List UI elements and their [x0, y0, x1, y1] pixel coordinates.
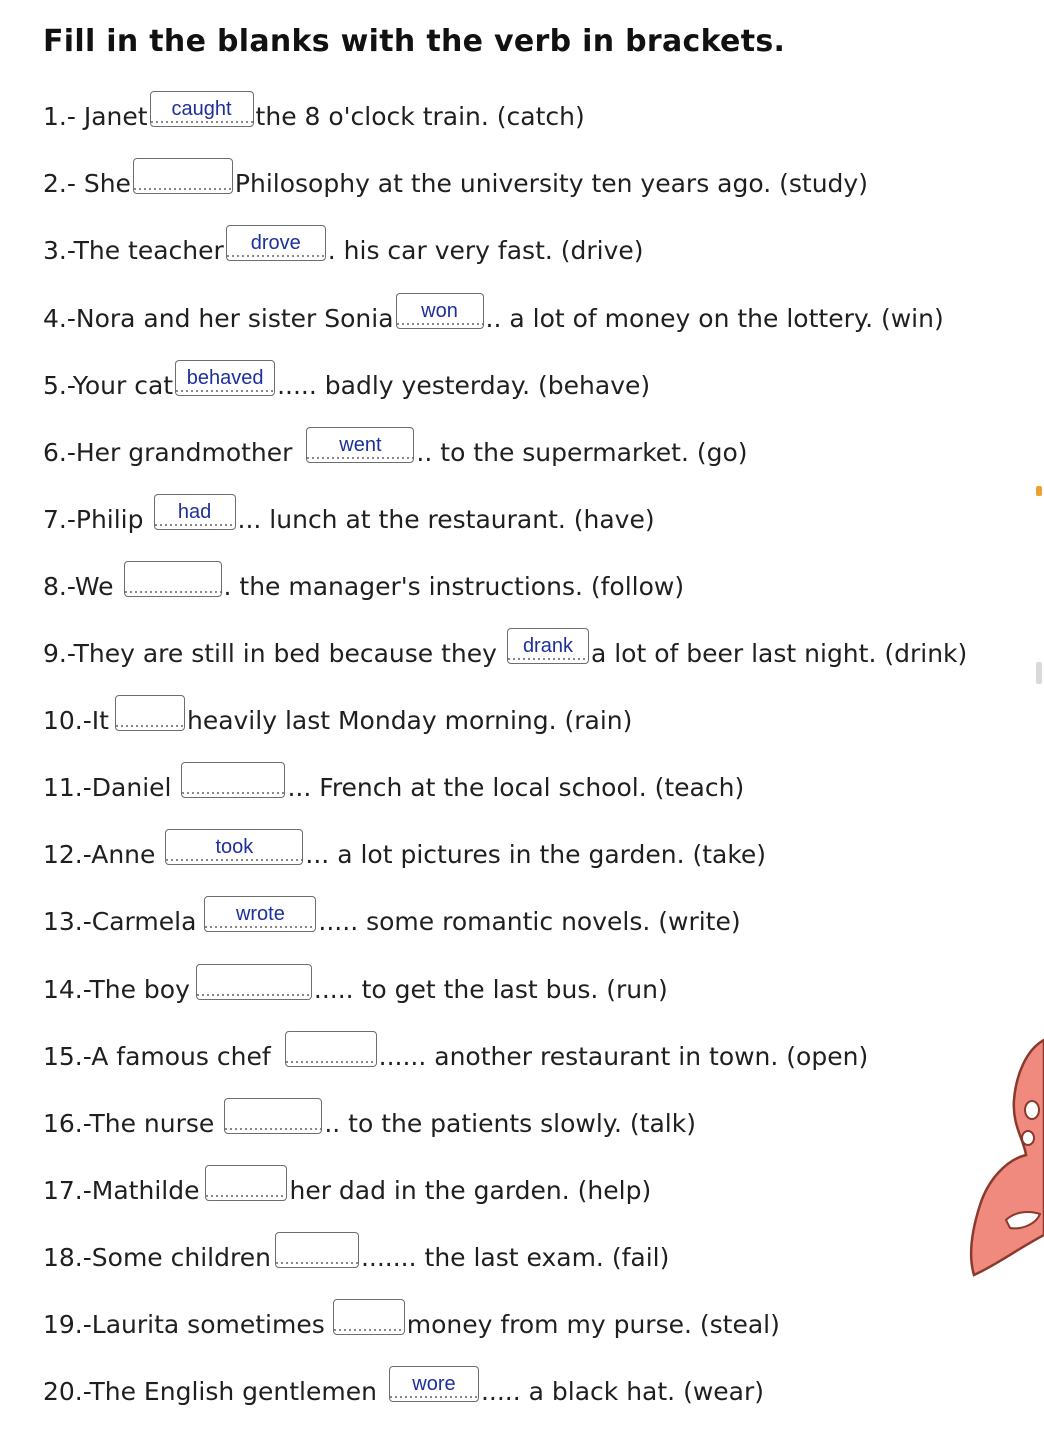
- exercise-prefix: 20.-The English gentlemen: [43, 1376, 377, 1406]
- answer-blank-10[interactable]: [115, 695, 185, 731]
- exercise-prefix: 18.-Some children: [43, 1242, 271, 1272]
- exercise-3: [43, 230, 644, 270]
- exercise-suffix: ....... the last exam. (fail): [360, 1242, 670, 1272]
- exercise-1: [43, 96, 585, 136]
- answer-blank-7[interactable]: [154, 494, 236, 530]
- exercise-suffix: ... French at the local school. (teach): [287, 772, 745, 802]
- exercise-18: [43, 1237, 669, 1277]
- exercise-suffix: .. to the patients slowly. (talk): [324, 1108, 696, 1138]
- exercise-8: [43, 566, 684, 606]
- answer-blank-17[interactable]: [205, 1165, 287, 1201]
- answer-blank-11[interactable]: [181, 762, 285, 798]
- worksheet-title: Fill in the blanks with the verb in brackets.: [43, 24, 786, 59]
- exercise-suffix: ..... badly yesterday. (behave): [277, 370, 651, 400]
- answer-blank-13[interactable]: [204, 896, 316, 932]
- answer-blank-14[interactable]: [196, 964, 312, 1000]
- exercise-prefix: 13.-Carmela: [43, 906, 197, 936]
- exercise-suffix: ... lunch at the restaurant. (have): [237, 504, 655, 534]
- exercise-prefix: 7.-Philip: [43, 504, 144, 534]
- exercise-suffix: ... a lot pictures in the garden. (take): [305, 839, 767, 869]
- exercise-9: [43, 633, 967, 673]
- exercise-prefix: 12.-Anne: [43, 839, 156, 869]
- exercise-suffix: ..... to get the last bus. (run): [313, 974, 668, 1004]
- exercise-prefix: 10.-It: [43, 705, 109, 735]
- exercise-12: [43, 834, 766, 874]
- exercise-suffix: the 8 o'clock train. (catch): [255, 101, 585, 131]
- answer-blank-20[interactable]: [389, 1366, 479, 1402]
- exercise-suffix: .. a lot of money on the lottery. (win): [485, 303, 944, 333]
- exercise-prefix: 4.-Nora and her sister Sonia: [43, 303, 394, 333]
- exercise-prefix: 16.-The nurse: [43, 1108, 215, 1138]
- answer-blank-3[interactable]: [226, 225, 326, 261]
- answer-blank-1[interactable]: [150, 91, 254, 127]
- exercise-suffix: ..... some romantic novels. (write): [318, 906, 741, 936]
- exercise-5: [43, 365, 650, 405]
- exercise-suffix: Philosophy at the university ten years ago. (study): [234, 168, 868, 198]
- exercise-prefix: 11.-Daniel: [43, 772, 172, 802]
- answer-blank-2[interactable]: [133, 158, 233, 194]
- exercise-suffix: heavily last Monday morning. (rain): [186, 705, 633, 735]
- exercise-11: [43, 767, 744, 807]
- exercise-suffix: ...... another restaurant in town. (open): [378, 1041, 869, 1071]
- exercise-prefix: 15.-A famous chef: [43, 1041, 271, 1071]
- exercise-10: [43, 700, 632, 740]
- exercise-prefix: 1.- Janet: [43, 101, 148, 131]
- exercise-14: [43, 969, 668, 1009]
- exercise-suffix: her dad in the garden. (help): [289, 1175, 652, 1205]
- exercise-6: [43, 432, 748, 472]
- exercise-prefix: 19.-Laurita sometimes: [43, 1309, 325, 1339]
- exercise-prefix: 2.- She: [43, 168, 131, 198]
- exercise-prefix: 14.-The boy: [43, 974, 190, 1004]
- butterfly-clipart-icon: [966, 1030, 1044, 1280]
- exercise-prefix: 6.-Her grandmother: [43, 437, 293, 467]
- orange-fragment-icon: [1036, 486, 1042, 496]
- exercise-suffix: ..... a black hat. (wear): [480, 1376, 764, 1406]
- exercise-prefix: 5.-Your cat: [43, 370, 174, 400]
- exercise-7: [43, 499, 655, 539]
- answer-blank-6[interactable]: [306, 427, 414, 463]
- gray-fragment-icon: [1036, 662, 1042, 684]
- answer-blank-19[interactable]: [333, 1299, 405, 1335]
- answer-blank-15[interactable]: [285, 1031, 377, 1067]
- exercise-17: [43, 1170, 651, 1210]
- answer-blank-16[interactable]: [224, 1098, 322, 1134]
- exercise-suffix: .. to the supermarket. (go): [416, 437, 748, 467]
- exercise-16: [43, 1103, 696, 1143]
- exercise-13: [43, 901, 741, 941]
- answer-blank-9[interactable]: [507, 628, 589, 664]
- exercise-20: [43, 1371, 764, 1411]
- answer-blank-8[interactable]: [124, 561, 222, 597]
- answer-blank-12[interactable]: [165, 829, 303, 865]
- exercise-15: [43, 1036, 868, 1076]
- exercise-4: [43, 298, 944, 338]
- answer-blank-5[interactable]: [175, 360, 275, 396]
- exercise-prefix: 9.-They are still in bed because they: [43, 638, 497, 668]
- exercise-prefix: 17.-Mathilde: [43, 1175, 200, 1205]
- exercise-2: [43, 163, 868, 203]
- exercise-19: [43, 1304, 780, 1344]
- exercise-prefix: 8.-We: [43, 571, 114, 601]
- answer-blank-18[interactable]: [275, 1232, 359, 1268]
- exercise-suffix: money from my purse. (steal): [406, 1309, 780, 1339]
- exercise-suffix: a lot of beer last night. (drink): [590, 638, 968, 668]
- exercise-prefix: 3.-The teacher: [43, 235, 224, 265]
- exercise-suffix: . his car very fast. (drive): [327, 235, 644, 265]
- answer-blank-4[interactable]: [396, 293, 484, 329]
- exercise-suffix: . the manager's instructions. (follow): [223, 571, 685, 601]
